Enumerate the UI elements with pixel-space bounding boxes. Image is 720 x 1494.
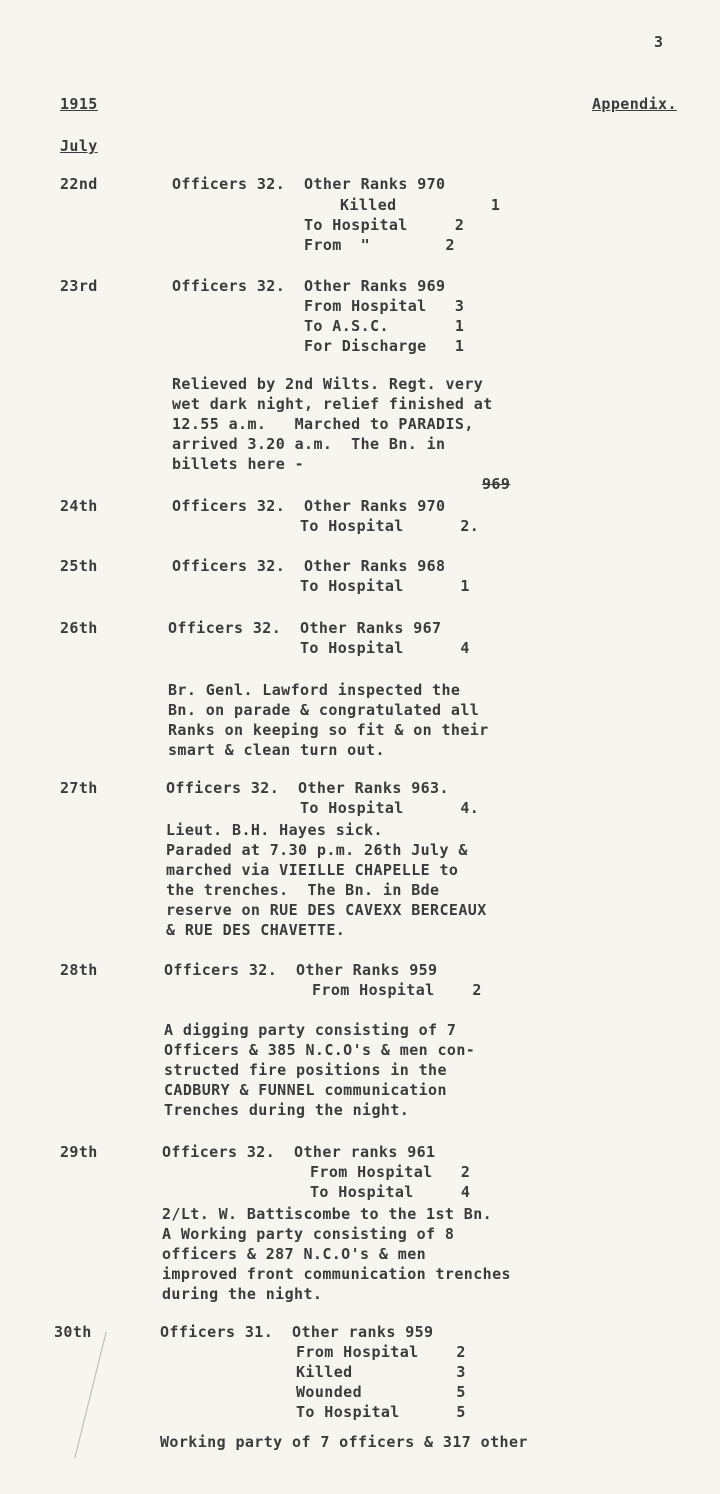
entry-note: Officers & 385 N.C.O's & men con- (164, 1041, 476, 1059)
entry-line: From Hospital 2 (310, 1163, 471, 1181)
entry-note: improved front communication trenches (162, 1265, 511, 1283)
entry-note: Lieut. B.H. Hayes sick. (166, 821, 383, 839)
entry-note: wet dark night, relief finished at (172, 395, 493, 413)
entry-day: 28th (60, 961, 98, 979)
entry-line: From " 2 (304, 236, 455, 254)
entry-line: To A.S.C. 1 (304, 317, 465, 335)
entry-note: & RUE DES CHAVETTE. (166, 921, 346, 939)
entry-line: Killed 1 (340, 196, 501, 214)
entry-note: Ranks on keeping so fit & on their (168, 721, 489, 739)
entry-note: Br. Genl. Lawford inspected the (168, 681, 461, 699)
entry-note: Bn. on parade & congratulated all (168, 701, 480, 719)
entry-line: To Hospital 4 (310, 1183, 471, 1201)
appendix-heading: Appendix. (592, 95, 677, 113)
entry-note: officers & 287 N.C.O's & men (162, 1245, 427, 1263)
entry-line: For Discharge 1 (304, 337, 465, 355)
entry-day: 23rd (60, 277, 98, 295)
entry-note: smart & clean turn out. (168, 741, 385, 759)
entry-line: Wounded 5 (296, 1383, 466, 1401)
entry-line: From Hospital 3 (304, 297, 465, 315)
entry-line: Officers 32. Other Ranks 970 (172, 175, 446, 193)
entry-line: Officers 32. Other ranks 961 (162, 1143, 436, 1161)
entry-line: Officers 32. Other Ranks 968 (172, 557, 446, 575)
entry-day: 24th (60, 497, 98, 515)
entry-day: 25th (60, 557, 98, 575)
entry-day: 29th (60, 1143, 98, 1161)
entry-note: A digging party consisting of 7 (164, 1021, 457, 1039)
entry-note: reserve on RUE DES CAVEXX BERCEAUX (166, 901, 487, 919)
entry-note: Trenches during the night. (164, 1101, 410, 1119)
entry-line: From Hospital 2 (312, 981, 482, 999)
entry-line: To Hospital 1 (300, 577, 470, 595)
entry-line: Officers 32. Other Ranks 967 (168, 619, 442, 637)
month-heading: July (60, 137, 98, 155)
entry-note: 2/Lt. W. Battiscombe to the 1st Bn. (162, 1205, 493, 1223)
entry-line: To Hospital 2 (304, 216, 465, 234)
year-heading: 1915 (60, 95, 98, 113)
entry-note: CADBURY & FUNNEL communication (164, 1081, 447, 1099)
entry-note: Relieved by 2nd Wilts. Regt. very (172, 375, 484, 393)
entry-line: From Hospital 2 (296, 1343, 466, 1361)
entry-line: Officers 32. Other Ranks 959 (164, 961, 438, 979)
entry-line: Officers 31. Other ranks 959 (160, 1323, 434, 1341)
entry-line: To Hospital 4. (300, 799, 480, 817)
entry-note: Paraded at 7.30 p.m. 26th July & (166, 841, 468, 859)
entry-line: To Hospital 5 (296, 1403, 466, 1421)
entry-note: billets here - (172, 455, 305, 473)
entry-day: 27th (60, 779, 98, 797)
entry-note: marched via VIEILLE CHAPELLE to (166, 861, 459, 879)
entry-line: Officers 32. Other Ranks 969 (172, 277, 446, 295)
struck-figure: 969 (482, 475, 511, 493)
entry-line: Officers 32. Other Ranks 970 (172, 497, 446, 515)
entry-day: 30th (54, 1323, 92, 1341)
entry-note: the trenches. The Bn. in Bde (166, 881, 440, 899)
page-number: 3 (654, 33, 664, 51)
entry-note: arrived 3.20 a.m. The Bn. in (172, 435, 446, 453)
entry-line: Officers 32. Other Ranks 963. (166, 779, 449, 797)
entry-note: A Working party consisting of 8 (162, 1225, 455, 1243)
entry-note: during the night. (162, 1285, 323, 1303)
entry-day: 22nd (60, 175, 98, 193)
entry-note: Working party of 7 officers & 317 other (160, 1433, 528, 1451)
pencil-mark (74, 1332, 106, 1458)
entry-line: To Hospital 4 (300, 639, 470, 657)
entry-note: 12.55 a.m. Marched to PARADIS, (172, 415, 474, 433)
entry-note: structed fire positions in the (164, 1061, 447, 1079)
entry-line: To Hospital 2. (300, 517, 480, 535)
entry-line: Killed 3 (296, 1363, 466, 1381)
entry-day: 26th (60, 619, 98, 637)
